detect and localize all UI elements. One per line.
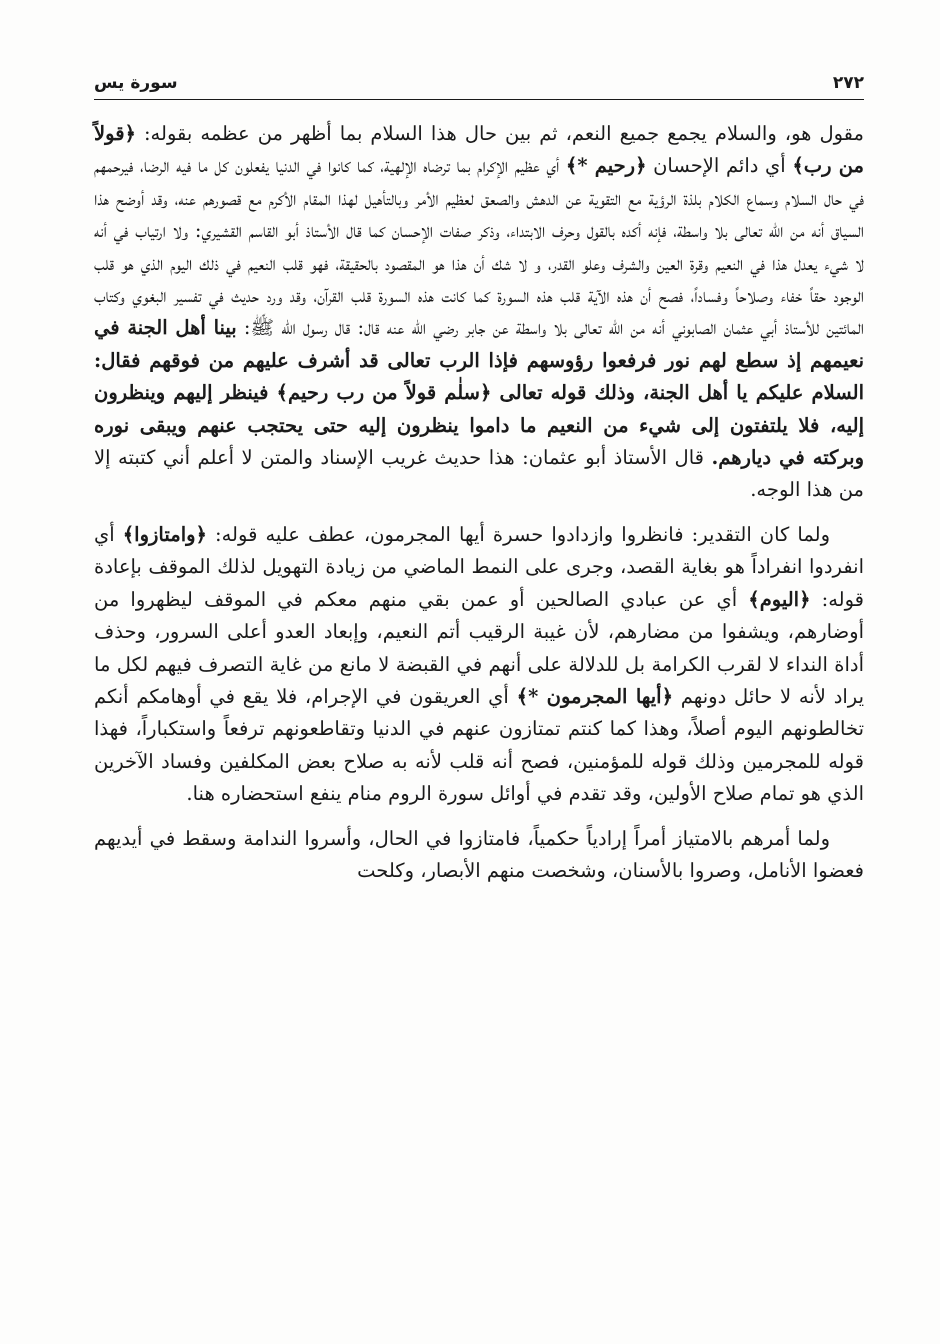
text-run: ولما أمرهم بالامتياز أمراً إرادياً حكمياً، فامتازوا في الحال، وأسروا الندامة وسقط في أيديهم فعضوا الأنامل، وصروا بالأسنان، وشخصت منهم الأبصار، وكلحت bbox=[94, 826, 864, 882]
text-run: أي العريقون في الإجرام، فلا يقع في أوهامكم أنكم تخالطونهم اليوم أصلاً، وهذا كما كنتم تمتازون عنهم في الدنيا وتقاطعونهم ترفعاً واستكباراً، فهذا قوله للمجرمين وذلك قوله للمؤمنين، فصح أنه قلب لأنه به صلاح بعض المكلفين وفساد الآخرين الذي هو تمام صلاح الأولين، وقد تقدم في أوائل سورة الروم منام ينفع استحضاره هنا. bbox=[94, 684, 864, 806]
hadith-quote: بينا أهل الجنة في نعيمهم إذ سطع لهم نور فرفعوا رؤوسهم فإذا الرب تعالى قد أشرف عليهم من فوقهم فقال: السلام عليكم يا أهل الجنة، وذلك قوله تعالى ﴿سلٰم قولاً من رب رحيم﴾ فينظر إليهم وينظرون إليه، فلا يلتفتون إلى شيء من النعيم ما داموا ينظرون إليه حتى يحتجب عنهم ويبقى نوره وبركته في ديارهم. bbox=[94, 316, 864, 470]
quran-quote: ﴿قولاً من رب﴾ bbox=[94, 122, 865, 178]
paragraph-3 bbox=[94, 823, 864, 888]
paragraph-2 bbox=[94, 519, 864, 811]
page-number: ٢٧٢ bbox=[832, 73, 864, 93]
text-run: ولما كان التقدير: فانظروا وازدادوا حسرة أيها المجرمون، عطف عليه قوله: bbox=[206, 522, 830, 546]
body-text bbox=[94, 118, 864, 887]
text-run: مقول هو، والسلام يجمع جميع النعم، ثم بين حال هذا السلام بما أظهر من عظمه بقوله: bbox=[135, 122, 864, 145]
quran-quote: ﴿أيها المجرمون *﴾ bbox=[516, 684, 674, 708]
text-run: أي انفردوا انفراداً هو بغاية القصد، وجرى على النمط الماضي من زيادة التهويل لذلك الموقف بإعادة قوله: bbox=[94, 522, 865, 611]
quran-quote: ﴿رحيم *﴾ bbox=[565, 154, 647, 178]
text-run: أي عن عبادي الصالحين أو عمن بقي منهم معكم في الموقف ليظهروا من أوضارهم، ويشفوا من مضارهم، لأن غيبة الرقيب أتم النعيم، وإبعاد العدو أعلى السرور، وحذف أداة النداء لا لقرب الكرامة بل للدلالة على أنهم في القبضة لا مانع من غاية التصرف فيهم لكل ما يراد لأنه لا حائل دونهم bbox=[94, 587, 864, 708]
quran-quote: ﴿اليوم﴾ bbox=[748, 587, 811, 611]
text-run: أي عظيم الإكرام بما ترضاه الإلهية، كما كانوا في الدنيا يفعلون كل ما فيه الرضا، فيرحمهم في حال السلام وسماع الكلام بلذة الرؤية مع التقوية عن الدهش والصعق لعظيم الأمر وبالتأهيل لهذا المقام الأكرم مع قصورهم عنه، وقد أوضح هذا السياق أنه من الله تعالى بلا واسطة، فإنه أكده بالقول وحرف الابتداء، وذكر صفات الإحسان كما قال الأستاذ أبو القاسم القشيري: ولا ارتياب في أنه لا شيء يعدل هذا في النعيم وقرة العين والشرف وعلو القدر، و لا شك أن هذا هو المقصود بالحقيقة، فهو قلب النعيم في ذلك اليوم الذي هو قلب الوجود حقاً خفاء وصلاحاً وفساداً، فصح أن هذه الآية قلب هذه السورة كما كانت هذه السورة قلب القرآن، وقد ورد حديث في تفسير البغوي وكتاب المائتين للأستاذ أبي عثمان الصابوني أنه من الله تعالى بلا واسطة عن جابر رضي الله عنه قال: قال رسول الله ﷺ: bbox=[94, 154, 864, 340]
surah-title: سورة يس bbox=[94, 73, 178, 93]
text-run: أي دائم الإحسان bbox=[646, 154, 793, 178]
running-header bbox=[94, 64, 864, 100]
paragraph-1 bbox=[94, 118, 864, 507]
text-run: قال الأستاذ أبو عثمان: هذا حديث غريب الإسناد والمتن لا أعلم أني كتبته إلا من هذا الوجه. bbox=[94, 446, 864, 502]
quran-quote: ﴿وامتازوا﴾ bbox=[122, 522, 207, 546]
